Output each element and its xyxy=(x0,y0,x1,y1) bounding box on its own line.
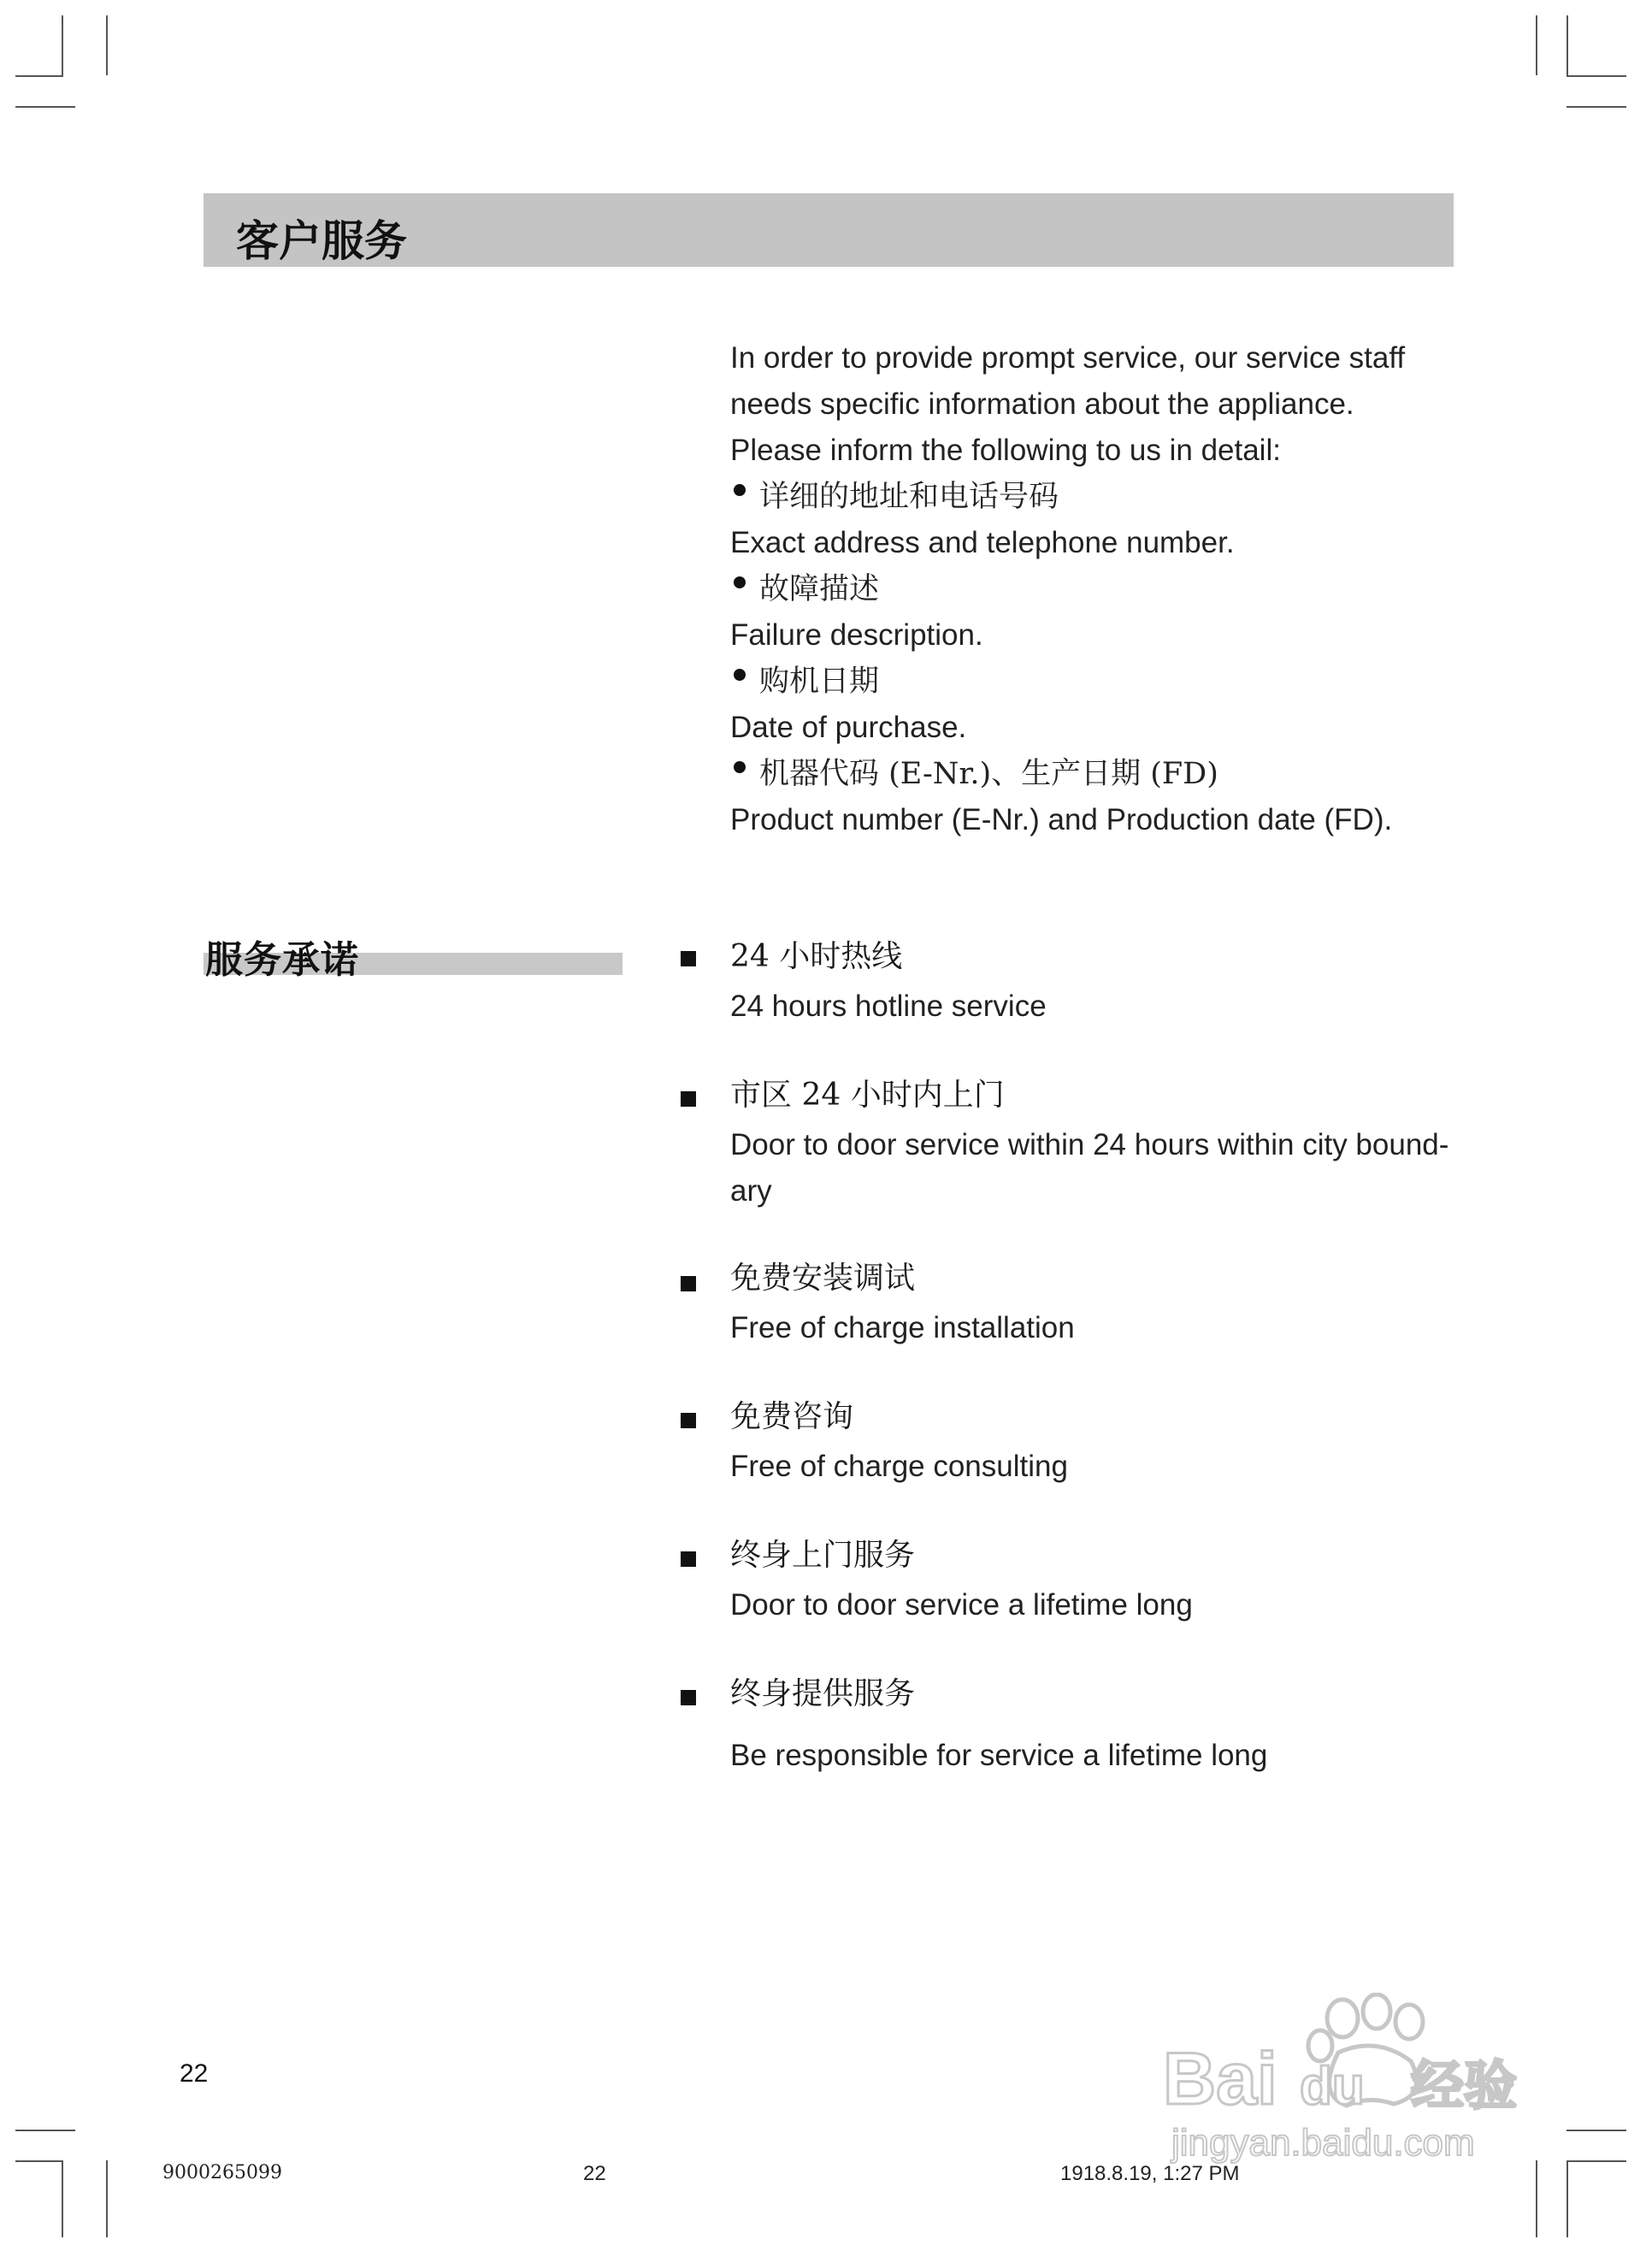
intro-block xyxy=(730,335,1466,843)
square-bullet-icon xyxy=(681,1551,696,1567)
service-item-zh: 免费咨询 xyxy=(730,1399,854,1434)
service-item-zh: 终身提供服务 xyxy=(730,1676,916,1711)
baidu-watermark-logo xyxy=(1163,1993,1556,2172)
page-title-bar xyxy=(204,193,1454,267)
section-heading-text: 服务承诺 xyxy=(205,938,359,982)
page-title: 客户服务 xyxy=(236,216,407,266)
crop-mark xyxy=(106,2160,108,2237)
section-heading xyxy=(204,929,622,982)
square-bullet-icon xyxy=(681,1690,696,1705)
service-item-zh: 终身上门服务 xyxy=(730,1538,916,1573)
svg-text:du: du xyxy=(1300,2057,1365,2116)
service-item xyxy=(681,1074,1467,1211)
page-number: 22 xyxy=(180,2059,209,2088)
square-bullet-icon xyxy=(681,1276,696,1291)
crop-mark xyxy=(15,2130,75,2131)
crop-mark xyxy=(15,75,63,77)
square-bullet-icon xyxy=(681,951,696,966)
footer-doc-code: 9000265099 xyxy=(162,2162,282,2183)
crop-mark xyxy=(15,106,75,108)
info-bullet xyxy=(730,659,1466,705)
crop-mark xyxy=(1566,2160,1568,2237)
square-bullet-icon xyxy=(681,1413,696,1428)
info-bullet-zh: 机器代码 (E-Nr.)、生产日期 (FD) xyxy=(759,757,1218,791)
service-item-en: Be responsible for service a lifetime long xyxy=(730,1739,1268,1772)
crop-mark xyxy=(1566,106,1626,108)
service-item xyxy=(681,1396,1467,1490)
bullet-dot-icon xyxy=(734,669,746,681)
service-item xyxy=(681,1673,1467,1784)
info-bullet xyxy=(730,566,1466,612)
info-bullet-zh: 详细的地址和电话号码 xyxy=(759,480,1059,514)
crop-mark xyxy=(62,2160,63,2237)
info-bullet xyxy=(730,474,1466,520)
service-item-zh: 市区 24 小时内上门 xyxy=(730,1078,1005,1113)
bullet-dot-icon xyxy=(734,761,746,773)
intro-line: In order to provide prompt service, our service staff xyxy=(730,341,1406,375)
service-item xyxy=(681,1534,1467,1628)
service-item-zh: 24 小时热线 xyxy=(730,939,903,974)
svg-text:jingyan.baidu.com: jingyan.baidu.com xyxy=(1171,2122,1475,2164)
info-bullet-en: Date of purchase. xyxy=(730,711,967,744)
svg-text:Bai: Bai xyxy=(1163,2038,1277,2120)
info-bullet-zh: 故障描述 xyxy=(759,572,880,606)
bullet-dot-icon xyxy=(734,484,746,496)
service-item-en: Door to door service a lifetime long xyxy=(730,1588,1193,1622)
info-bullet-zh: 购机日期 xyxy=(759,665,880,699)
service-item-en: Free of charge consulting xyxy=(730,1450,1068,1483)
crop-mark xyxy=(1566,2130,1626,2131)
service-item-en: Free of charge installation xyxy=(730,1311,1075,1344)
footer-timestamp: 1918.8.19, 1:27 PM xyxy=(1060,2162,1240,2185)
service-item xyxy=(681,936,1467,1030)
square-bullet-icon xyxy=(681,1091,696,1107)
service-item-en: Door to door service within 24 hours within city bound-ary xyxy=(730,1128,1449,1208)
crop-mark xyxy=(1566,75,1626,77)
info-bullet xyxy=(730,751,1466,797)
crop-mark xyxy=(62,15,63,75)
crop-mark xyxy=(1566,15,1568,75)
service-item xyxy=(681,1257,1467,1351)
service-item-en: 24 hours hotline service xyxy=(730,990,1047,1023)
intro-line: needs specific information about the appliance. xyxy=(730,387,1354,421)
info-bullet-en: Exact address and telephone number. xyxy=(730,526,1235,559)
svg-text:经验: 经验 xyxy=(1411,2054,1518,2117)
info-bullet-en: Failure description. xyxy=(730,618,983,652)
crop-mark xyxy=(1536,15,1537,75)
crop-mark xyxy=(15,2160,63,2162)
service-item-zh: 免费安装调试 xyxy=(730,1261,916,1296)
crop-mark xyxy=(106,15,108,75)
crop-mark xyxy=(1566,2160,1626,2162)
info-bullet-en: Product number (E-Nr.) and Production date (FD). xyxy=(730,803,1393,836)
footer-page-number: 22 xyxy=(583,2162,606,2185)
bullet-dot-icon xyxy=(734,576,746,588)
intro-line: Please inform the following to us in detail: xyxy=(730,434,1281,467)
